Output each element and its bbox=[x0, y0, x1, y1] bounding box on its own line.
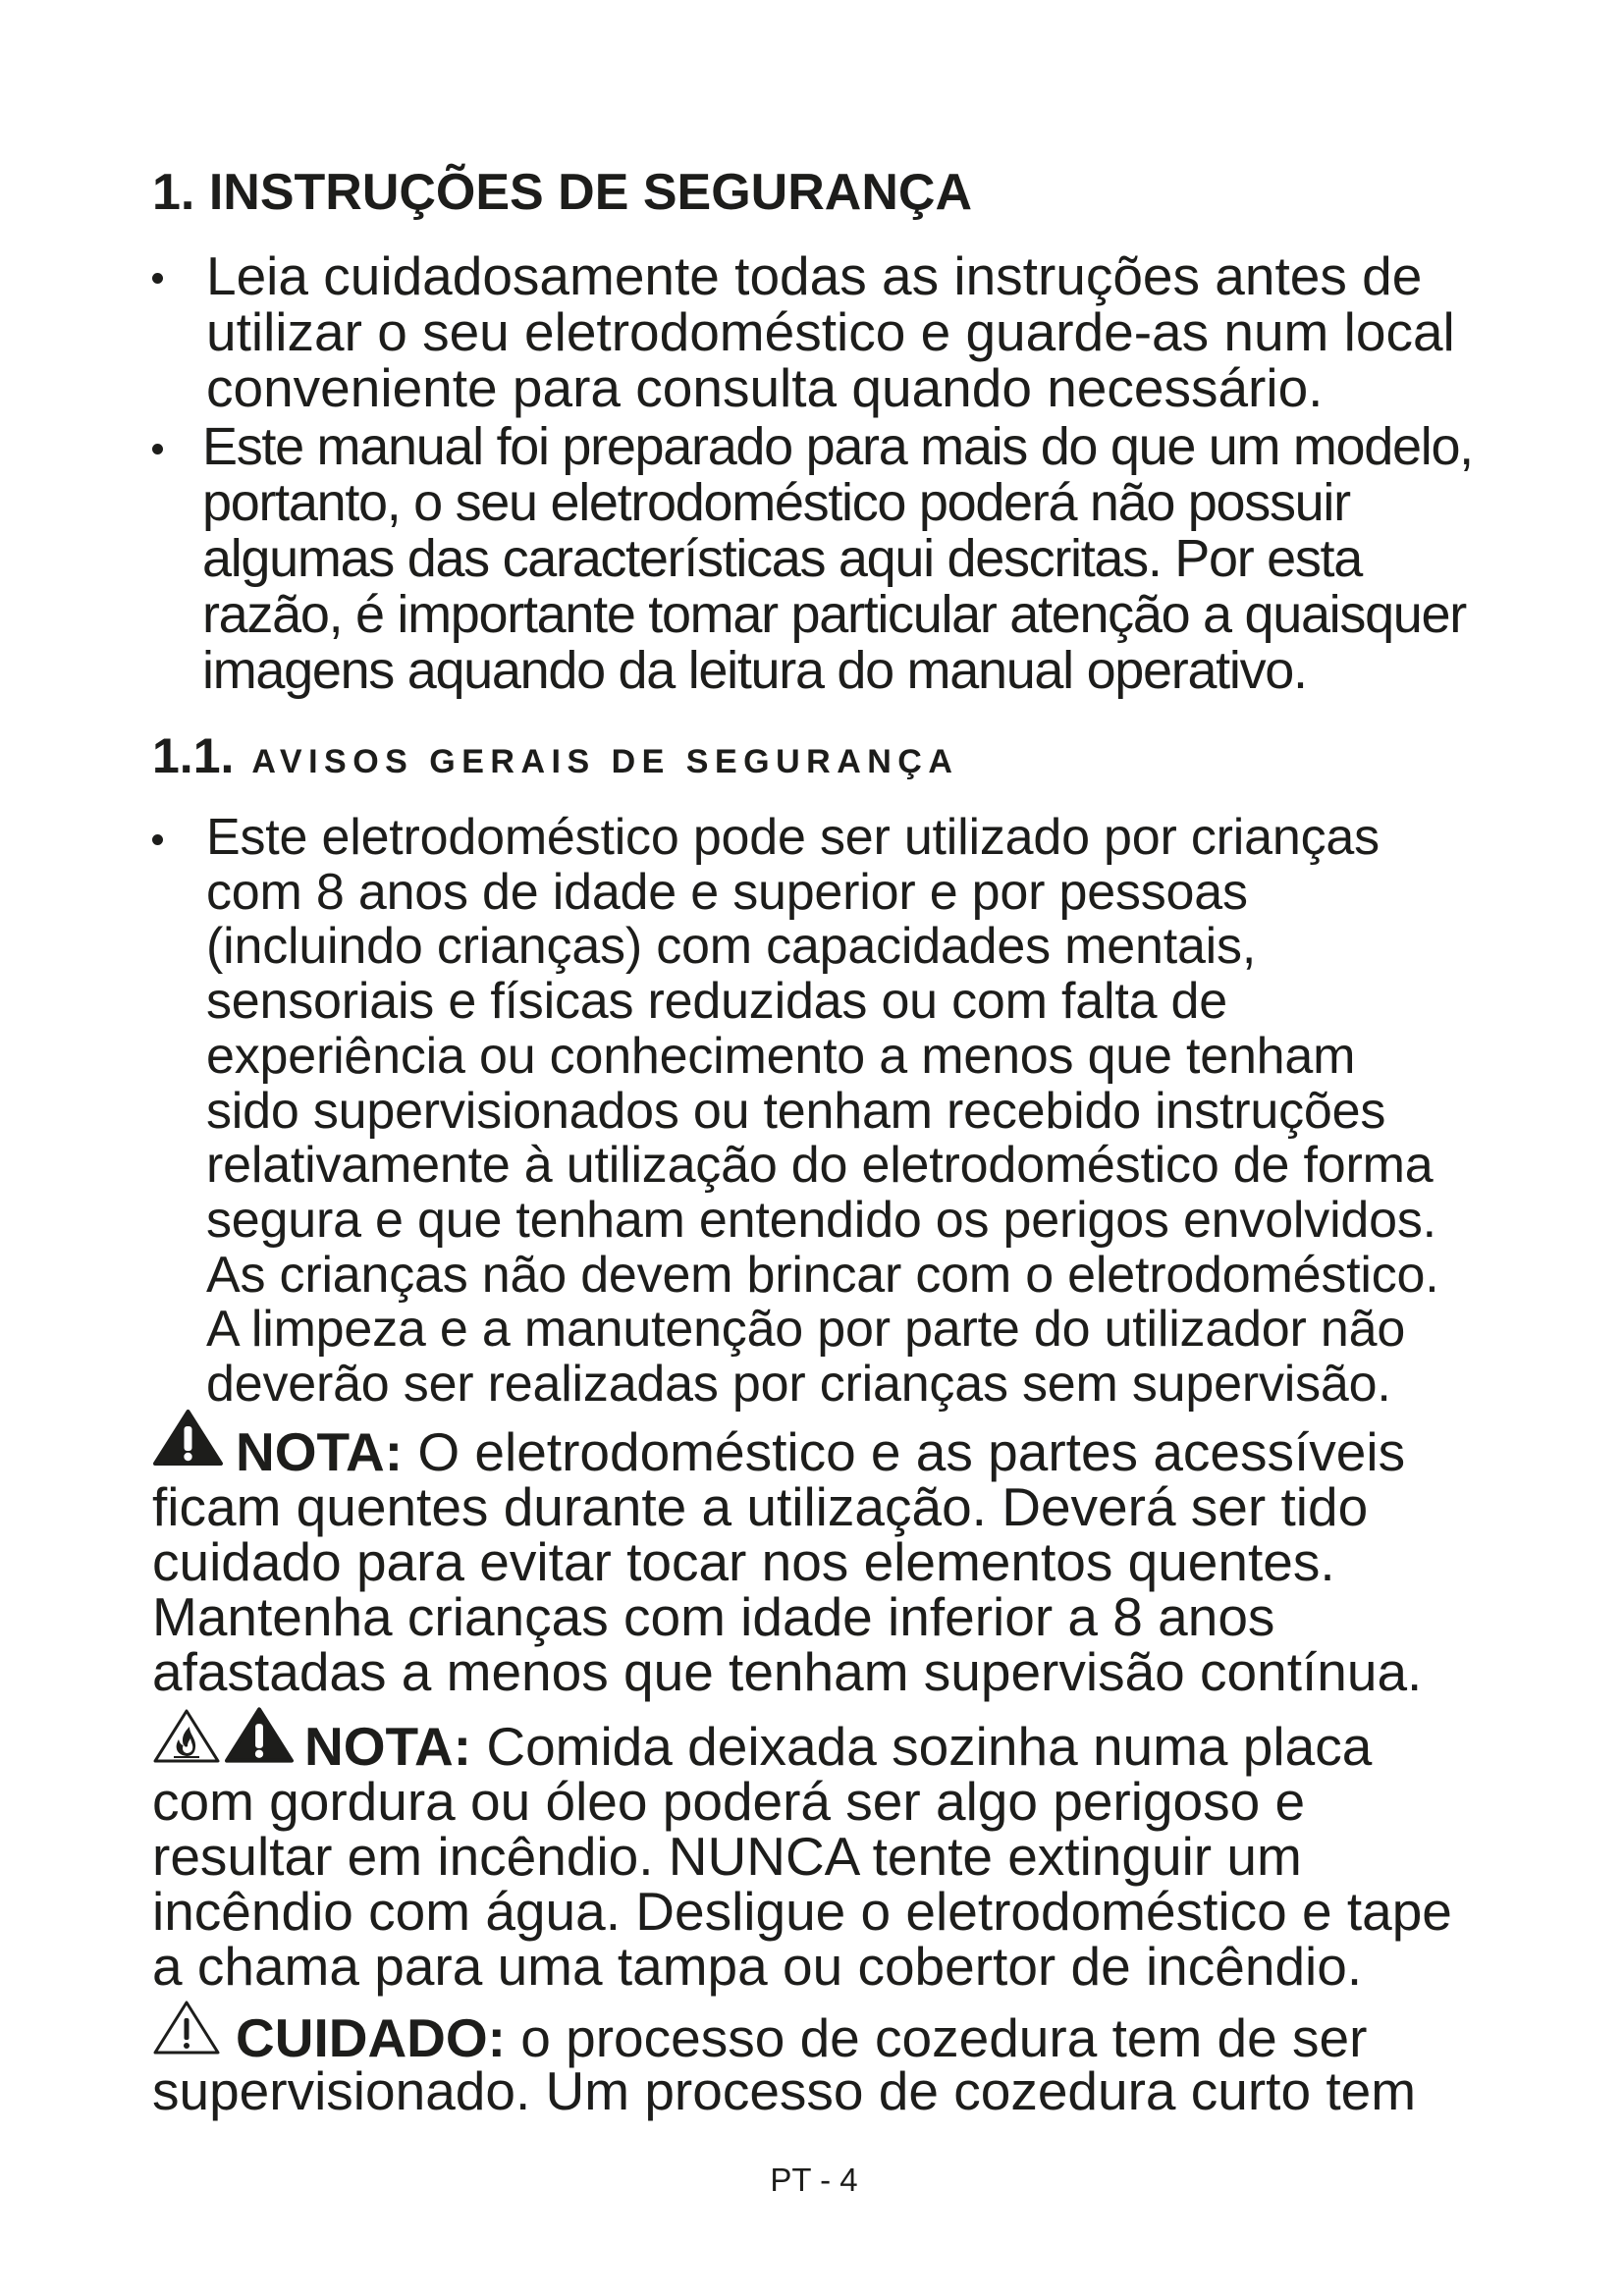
warning-filled-icon bbox=[224, 1706, 295, 1764]
text-line: segura e que tenham entendido os perigos envolvidos. bbox=[206, 1191, 1436, 1249]
note-first-line bbox=[152, 2007, 1416, 2068]
text-line: portanto, o seu eletrodoméstico poderá não possuir bbox=[202, 473, 1350, 532]
text-line: Leia cuidadosamente todas as instruções antes de bbox=[206, 245, 1423, 306]
subsection-heading bbox=[152, 728, 959, 793]
note-label: NOTA: bbox=[236, 1421, 404, 1482]
text-line: sido supervisionados ou tenham recebido instruções bbox=[206, 1082, 1386, 1140]
text-line: utilizar o seu eletrodoméstico e guarde-as num local bbox=[206, 301, 1455, 362]
text-line: sensoriais e físicas reduzidas ou com falta de bbox=[206, 973, 1227, 1031]
warning-outline-icon bbox=[152, 2000, 221, 2056]
caution-label: CUIDADO: bbox=[236, 2007, 506, 2068]
bullet-marker bbox=[152, 444, 163, 454]
text-line: com gordura ou óleo poderá ser algo perigoso e bbox=[152, 1771, 1306, 1832]
text-line: experiência ou conhecimento a menos que tenham bbox=[206, 1027, 1356, 1085]
text-line: o processo de cozedura tem de ser bbox=[520, 2007, 1368, 2068]
text-line: deverão ser realizadas por crianças sem supervisão. bbox=[206, 1356, 1391, 1414]
text-line: razão, é importante tomar particular atenção a quaisquer bbox=[202, 585, 1466, 644]
text-line: cuidado para evitar tocar nos elementos quentes. bbox=[152, 1531, 1335, 1592]
text-line: ficam quentes durante a utilização. Deverá ser tido bbox=[152, 1476, 1369, 1537]
text-line: afastadas a menos que tenham supervisão contínua. bbox=[152, 1641, 1423, 1702]
note-fire-hazard bbox=[152, 1716, 1452, 1997]
page-number: PT - 4 bbox=[770, 2162, 858, 2198]
text-line: algumas das características aqui descritas. Por esta bbox=[202, 529, 1362, 588]
bullet-marker bbox=[152, 273, 163, 284]
text-line: supervisionado. Um processo de cozedura curto tem bbox=[152, 2060, 1417, 2121]
section-heading: 1. INSTRUÇÕES DE SEGURANÇA bbox=[152, 164, 972, 221]
text-line: conveniente para consulta quando necessário. bbox=[206, 357, 1324, 418]
text-line: As crianças não devem brincar com o eletrodoméstico. bbox=[206, 1246, 1439, 1304]
text-line: relativamente à utilização do eletrodoméstico de forma bbox=[206, 1137, 1434, 1195]
text-line: resultar em incêndio. NUNCA tente extinguir um bbox=[152, 1826, 1302, 1887]
subsection-title: AVISOS GERAIS DE SEGURANÇA bbox=[251, 743, 959, 780]
note-label: NOTA: bbox=[304, 1716, 472, 1777]
bullet-read-instructions bbox=[206, 245, 1455, 418]
text-line: Comida deixada sozinha numa placa bbox=[486, 1716, 1373, 1777]
text-line: Este manual foi preparado para mais do que um modelo, bbox=[202, 417, 1473, 476]
text-line: (incluindo crianças) com capacidades mentais, bbox=[206, 918, 1257, 976]
text-line: a chama para uma tampa ou cobertor de incêndio. bbox=[152, 1936, 1363, 1997]
bullet-marker bbox=[152, 834, 163, 845]
bullet-manual-models bbox=[202, 419, 1473, 699]
note-first-line bbox=[152, 1716, 1452, 1777]
note-caution-supervision bbox=[152, 2007, 1417, 2121]
subsection-number: 1.1. bbox=[152, 728, 235, 783]
text-line: com 8 anos de idade e superior e por pessoas bbox=[206, 863, 1248, 921]
warning-filled-icon bbox=[152, 1409, 224, 1467]
text-line: Mantenha crianças com idade inferior a 8 anos bbox=[152, 1586, 1275, 1647]
text-line: Este eletrodoméstico pode ser utilizado por crianças bbox=[206, 809, 1380, 866]
fire-warning-icon bbox=[152, 1708, 221, 1764]
text-line: incêndio com água. Desligue o eletrodoméstico e tape bbox=[152, 1881, 1452, 1942]
note-first-line bbox=[152, 1421, 1422, 1482]
bullet-children-usage bbox=[206, 811, 1439, 1413]
text-line: imagens aquando da leitura do manual operativo. bbox=[202, 641, 1307, 700]
note-hot-surfaces bbox=[152, 1421, 1423, 1702]
text-line: A limpeza e a manutenção por parte do utilizador não bbox=[206, 1301, 1406, 1359]
text-line: O eletrodoméstico e as partes acessíveis bbox=[417, 1421, 1406, 1482]
